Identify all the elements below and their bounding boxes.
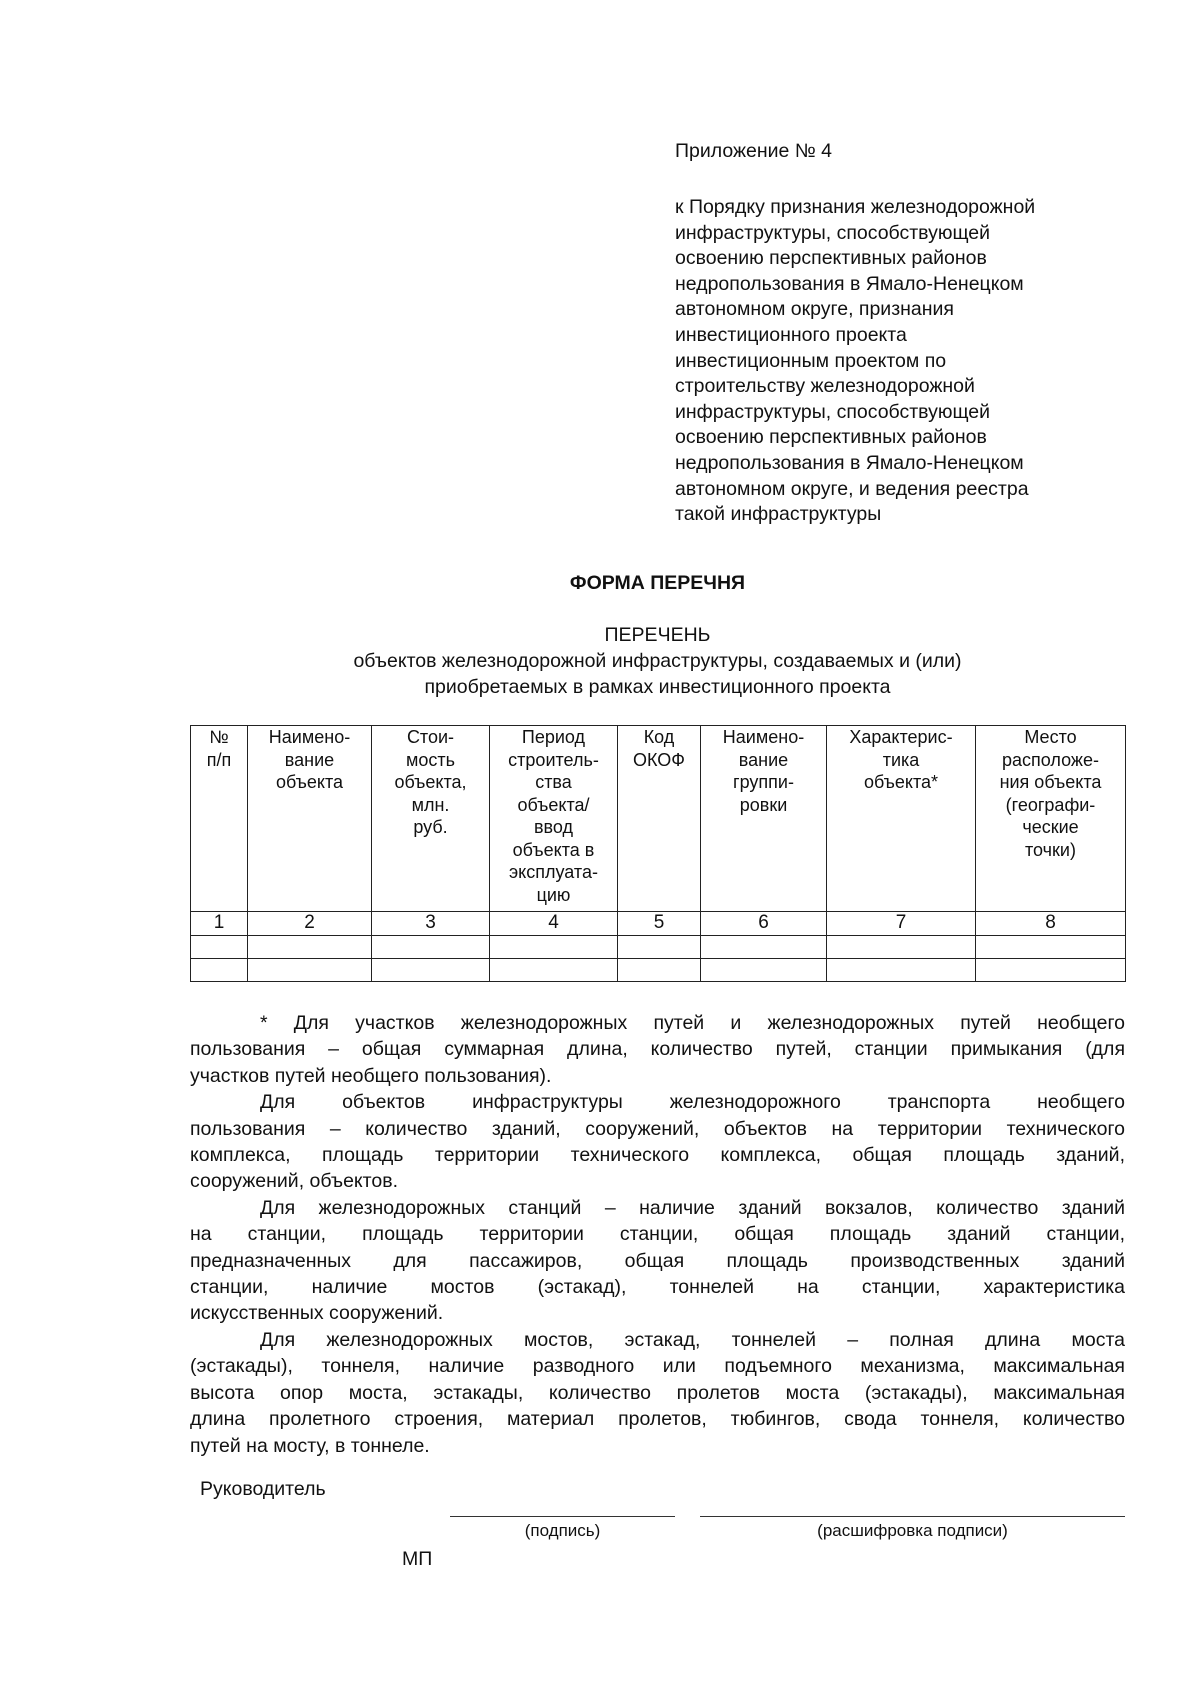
footnote-line: путей на мосту, в тоннеле. xyxy=(190,1434,430,1457)
footnote-line: высота опор моста, эстакады, количество пролетов моста (эстакады), максимальная xyxy=(190,1381,1125,1404)
footnote-line: сооружений, объектов. xyxy=(190,1170,399,1193)
footnote-line: искусственных сооружений. xyxy=(190,1302,444,1325)
column-number: 1 xyxy=(191,912,248,936)
column-header-label: № п/п xyxy=(206,727,232,770)
footnote-line: предназначенных для пассажиров, общая площадь производственных зданий xyxy=(190,1249,1125,1272)
column-header-label: Характерис- тика объекта* xyxy=(849,727,953,792)
table-cell[interactable] xyxy=(372,935,490,958)
footnote-line: станции, наличие мостов (эстакад), тоннелей на станции, характеристика xyxy=(190,1276,1125,1299)
footnote-line: пользования – количество зданий, сооружений, объектов на территории технического xyxy=(190,1117,1125,1140)
table-cell[interactable] xyxy=(248,958,372,981)
footnote-line: (эстакады), тоннеля, наличие разводного или подъемного механизма, максимальная xyxy=(190,1355,1125,1378)
column-header-label: Наимено- вание объекта xyxy=(268,727,351,792)
appendix-line: освоению перспективных районов xyxy=(675,247,987,270)
form-title: ФОРМА ПЕРЕЧНЯ xyxy=(569,572,746,594)
table-cell[interactable] xyxy=(191,958,248,981)
column-number: 2 xyxy=(248,912,372,936)
stamp-place: МП xyxy=(402,1548,433,1570)
appendix-line: инвестиционного проекта xyxy=(675,323,907,346)
appendix-line: такой инфраструктуры xyxy=(675,503,882,526)
footnotes xyxy=(190,1010,1125,1459)
appendix-line: инвестиционным проектом по xyxy=(675,349,947,372)
column-header xyxy=(490,726,618,912)
footnote-line: Для железнодорожных станций – наличие зданий вокзалов, количество зданий xyxy=(260,1196,1125,1219)
signature-caption: (подпись) xyxy=(524,1521,601,1540)
column-header xyxy=(372,726,490,912)
table-cell[interactable] xyxy=(490,958,618,981)
list-subtitle-line: приобретаемых в рамках инвестиционного проекта xyxy=(424,676,891,698)
column-header xyxy=(827,726,976,912)
appendix-line: инфраструктуры, способствующей xyxy=(675,400,991,423)
appendix-line: недропользования в Ямало-Ненецком xyxy=(675,272,1024,295)
table-cell[interactable] xyxy=(490,935,618,958)
column-number: 8 xyxy=(976,912,1126,936)
column-header xyxy=(191,726,248,912)
footnote-line: Для железнодорожных мостов, эстакад, тоннелей – полная длина моста xyxy=(260,1328,1125,1351)
table-cell[interactable] xyxy=(976,958,1126,981)
column-number: 7 xyxy=(827,912,976,936)
column-number: 3 xyxy=(372,912,490,936)
column-header-label: Наимено- вание группи- ровки xyxy=(722,727,805,815)
appendix-line: автономном округе, и ведения реестра xyxy=(675,477,1029,500)
table-cell[interactable] xyxy=(701,935,827,958)
appendix-line: освоению перспективных районов xyxy=(675,426,987,449)
footnote-line: пользования – общая суммарная длина, количество путей, станции примыкания (для xyxy=(190,1038,1125,1061)
table-cell[interactable] xyxy=(827,935,976,958)
appendix-line: автономном округе, признания xyxy=(675,298,954,321)
column-number: 4 xyxy=(490,912,618,936)
table-row xyxy=(191,935,1126,958)
column-header xyxy=(248,726,372,912)
footnote-line: участков путей необщего пользования). xyxy=(190,1064,552,1087)
column-header xyxy=(618,726,701,912)
footnote-line: на станции, площадь территории станции, общая площадь зданий станции, xyxy=(190,1223,1125,1246)
table-cell[interactable] xyxy=(372,958,490,981)
list-subtitle-line: объектов железнодорожной инфраструктуры, создаваемых и (или) xyxy=(353,650,962,672)
signature-line[interactable] xyxy=(450,1516,675,1517)
column-header xyxy=(701,726,827,912)
column-number: 5 xyxy=(618,912,701,936)
table-cell[interactable] xyxy=(248,935,372,958)
table-column-numbers-row xyxy=(191,912,1126,936)
appendix-line: к Порядку признания железнодорожной xyxy=(675,196,1036,218)
appendix-number: Приложение № 4 xyxy=(675,140,832,162)
appendix-line: инфраструктуры, способствующей xyxy=(675,221,991,244)
column-header-label: Период строитель- ства объекта/ ввод объекта в эксплуата- цию xyxy=(508,727,599,905)
signature-decode-line[interactable] xyxy=(700,1516,1125,1517)
column-header-label: Место расположе- ния объекта (географи- ческие точки) xyxy=(999,727,1102,860)
table-header-row xyxy=(191,726,1126,912)
footnote-line: комплекса, площадь территории технического комплекса, общая площадь зданий, xyxy=(190,1144,1125,1167)
column-header xyxy=(976,726,1126,912)
table-cell[interactable] xyxy=(827,958,976,981)
column-header-label: Код ОКОФ xyxy=(633,727,685,770)
footnote-line: * Для участков железнодорожных путей и железнодорожных путей необщего xyxy=(260,1012,1125,1034)
footnote-line: длина пролетного строения, материал пролетов, тюбингов, свода тоннеля, количество xyxy=(190,1408,1125,1431)
footnote-line: Для объектов инфраструктуры железнодорожного транспорта необщего xyxy=(260,1091,1125,1114)
table-cell[interactable] xyxy=(701,958,827,981)
table-cell[interactable] xyxy=(976,935,1126,958)
appendix-reference xyxy=(675,195,1035,528)
table-row xyxy=(191,958,1126,981)
signature-decode-caption: (расшифровка подписи) xyxy=(817,1521,1008,1540)
column-header-label: Стои- мость объекта, млн. руб. xyxy=(394,727,467,837)
column-number: 6 xyxy=(701,912,827,936)
appendix-line: недропользования в Ямало-Ненецком xyxy=(675,451,1024,474)
list-title: ПЕРЕЧЕНЬ xyxy=(604,624,711,646)
table-cell[interactable] xyxy=(191,935,248,958)
signature-role: Руководитель xyxy=(200,1478,326,1500)
table-cell[interactable] xyxy=(618,958,701,981)
appendix-line: строительству железнодорожной xyxy=(675,375,975,398)
objects-list-table xyxy=(190,725,1126,982)
table-cell[interactable] xyxy=(618,935,701,958)
